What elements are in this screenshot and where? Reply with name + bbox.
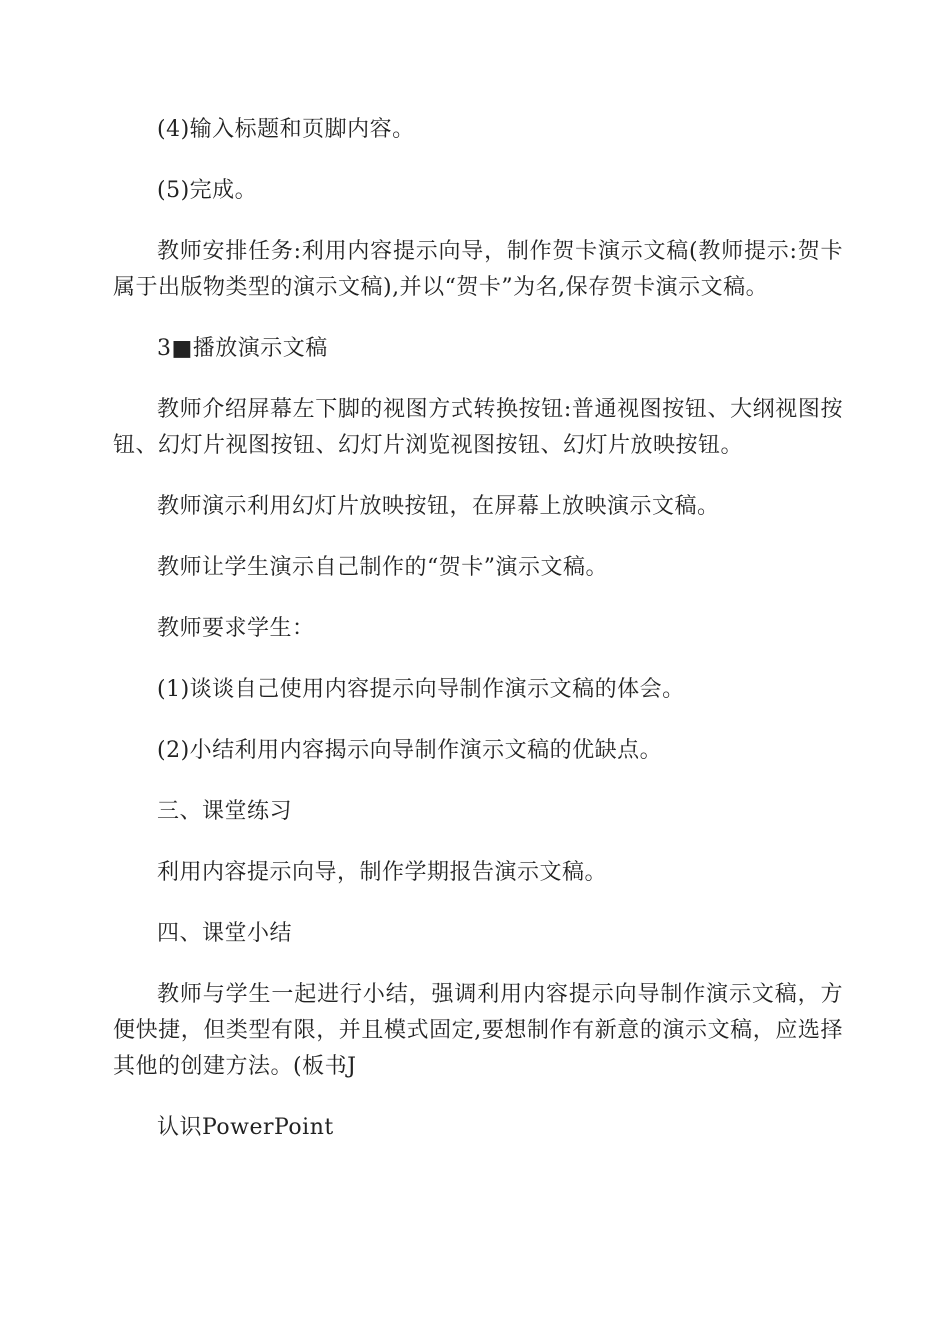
section-heading-summary: 四、课堂小结 [157,921,293,946]
view-buttons-paragraph: 教师介绍屏幕左下脚的视图方式转换按钮:普通视图按钮、大纲视图按钮、幻灯片视图按钮、幻灯片浏览视图按钮、幻灯片放映按钮。 [113,397,843,458]
requirement-item-1: (1)谈谈自己使用内容提示向导制作演示文稿的体会。 [157,677,685,702]
demo-paragraph: 教师演示利用幻灯片放映按钮，在屏幕上放映演示文稿。 [157,494,720,519]
requirement-item-2: (2)小结利用内容揭示向导制作演示文稿的优缺点。 [157,738,663,763]
document-body [113,112,843,1146]
summary-paragraph: 教师与学生一起进行小结，强调利用内容提示向导制作演示文稿，方便快捷，但类型有限，并且模式固定,要想制作有新意的演示文稿，应选择其他的创建方法。(板书J [113,982,843,1079]
section-heading-play: 3■播放演示文稿 [157,336,328,361]
student-demo-paragraph: 教师让学生演示自己制作的“贺卡”演示文稿。 [157,555,608,580]
closing-paragraph: 认识PowerPoint [157,1115,334,1140]
practice-paragraph: 利用内容提示向导，制作学期报告演示文稿。 [157,860,608,885]
section-heading-practice: 三、课堂练习 [157,799,293,824]
step-5-paragraph: (5)完成。 [157,178,258,203]
task-paragraph: 教师安排任务:利用内容提示向导，制作贺卡演示文稿(教师提示:贺卡属于出版物类型的演示文稿),并以“贺卡”为名,保存贺卡演示文稿。 [113,239,843,300]
step-4-paragraph: (4)输入标题和页脚内容。 [157,117,415,142]
requirement-paragraph: 教师要求学生： [157,616,315,641]
